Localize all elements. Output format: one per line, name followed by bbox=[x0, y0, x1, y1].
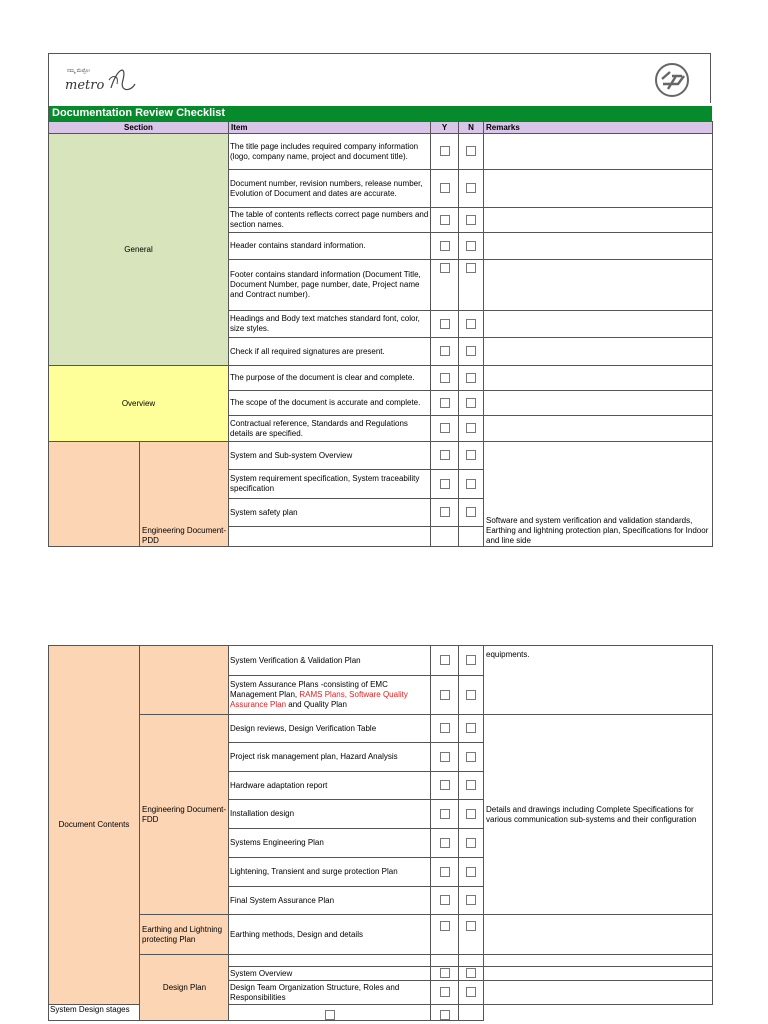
item-cell: System requirement specification, System traceability specification bbox=[229, 470, 431, 499]
logo-subtext: ನಮ್ಮ ಮೆಟ್ರೋ bbox=[67, 68, 90, 74]
item-cell: System Design stages bbox=[49, 1005, 140, 1021]
no-checkbox[interactable] bbox=[466, 146, 476, 156]
yes-checkbox[interactable] bbox=[440, 346, 450, 356]
remarks-cell[interactable] bbox=[484, 338, 713, 366]
no-checkbox[interactable] bbox=[466, 867, 476, 877]
table-row bbox=[49, 715, 713, 743]
item-cell: Footer contains standard information (Document Title, Document Number, page number, date, Project name and Contract number). bbox=[229, 260, 431, 311]
item-cell: Lightening, Transient and surge protection Plan bbox=[229, 858, 431, 887]
no-checkbox[interactable] bbox=[466, 319, 476, 329]
remarks-cell[interactable] bbox=[484, 170, 713, 208]
remarks-cell[interactable] bbox=[484, 311, 713, 338]
table-row bbox=[49, 442, 713, 470]
no-checkbox[interactable] bbox=[466, 723, 476, 733]
metro-logo bbox=[61, 58, 141, 102]
yes-checkbox[interactable] bbox=[440, 809, 450, 819]
yes-checkbox[interactable] bbox=[440, 752, 450, 762]
no-checkbox[interactable] bbox=[466, 780, 476, 790]
table-row bbox=[49, 915, 713, 955]
yes-checkbox[interactable] bbox=[440, 921, 450, 931]
table-row bbox=[49, 955, 713, 967]
no-checkbox[interactable] bbox=[466, 838, 476, 848]
highlighted-text: RAMS Plans, Software Quality Assurance Plan bbox=[230, 690, 408, 709]
remarks-cell[interactable] bbox=[484, 391, 713, 416]
no-checkbox[interactable] bbox=[466, 215, 476, 225]
table-row bbox=[49, 646, 713, 676]
no-checkbox[interactable] bbox=[466, 423, 476, 433]
yes-checkbox[interactable] bbox=[440, 479, 450, 489]
page-1 bbox=[48, 53, 711, 545]
item-cell: System safety plan bbox=[229, 499, 431, 527]
no-checkbox[interactable] bbox=[466, 373, 476, 383]
remarks-cell[interactable] bbox=[484, 915, 713, 955]
yes-checkbox[interactable] bbox=[440, 183, 450, 193]
remarks-cell[interactable] bbox=[484, 366, 713, 391]
metro-swirl-icon bbox=[61, 58, 141, 102]
item-cell: The purpose of the document is clear and complete. bbox=[229, 366, 431, 391]
table-row bbox=[49, 134, 713, 170]
no-checkbox[interactable] bbox=[440, 1010, 450, 1020]
yes-checkbox[interactable] bbox=[440, 780, 450, 790]
item-cell: Earthing methods, Design and details bbox=[229, 915, 431, 955]
item-cell: Systems Engineering Plan bbox=[229, 829, 431, 858]
table-header-row bbox=[49, 122, 713, 134]
no-checkbox[interactable] bbox=[466, 655, 476, 665]
remarks-cell[interactable] bbox=[484, 260, 713, 311]
item-cell: Project risk management plan, Hazard Analysis bbox=[229, 743, 431, 772]
no-checkbox[interactable] bbox=[466, 690, 476, 700]
no-checkbox[interactable] bbox=[466, 398, 476, 408]
yes-checkbox[interactable] bbox=[440, 507, 450, 517]
column-header-item: Item bbox=[229, 122, 431, 134]
subsection-engineering-fdd: Engineering Document- FDD bbox=[140, 715, 229, 915]
remarks-cell[interactable] bbox=[484, 416, 713, 442]
checklist-table-page-2 bbox=[48, 645, 713, 1021]
item-cell: Document number, revision numbers, release number, Evolution of Document and dates are accurate. bbox=[229, 170, 431, 208]
table-row bbox=[49, 366, 713, 391]
item-cell: System and Sub-system Overview bbox=[229, 442, 431, 470]
item-cell: Final System Assurance Plan bbox=[229, 887, 431, 915]
remarks-cell[interactable] bbox=[484, 208, 713, 233]
item-cell: System Assurance Plans -consisting of EMC Management Plan, RAMS Plans, Software Quality Assurance Plan and Quality Plan bbox=[229, 676, 431, 715]
no-checkbox[interactable] bbox=[466, 507, 476, 517]
item-cell: The table of contents reflects correct page numbers and section names. bbox=[229, 208, 431, 233]
no-checkbox[interactable] bbox=[466, 987, 476, 997]
no-checkbox[interactable] bbox=[466, 895, 476, 905]
item-cell: Hardware adaptation report bbox=[229, 772, 431, 800]
no-checkbox[interactable] bbox=[466, 968, 476, 978]
item-cell: Headings and Body text matches standard font, color, size styles. bbox=[229, 311, 431, 338]
item-cell: Design Team Organization Structure, Roles and Responsibilities bbox=[229, 981, 431, 1005]
item-cell: Check if all required signatures are present. bbox=[229, 338, 431, 366]
checklist-title: Documentation Review Checklist bbox=[52, 107, 225, 119]
yes-checkbox[interactable] bbox=[440, 723, 450, 733]
item-cell: The title page includes required company information (logo, company name, project and document title). bbox=[229, 134, 431, 170]
subsection-engineering-pdd-continued bbox=[140, 646, 229, 715]
remarks-pdd: Software and system verification and validation standards, Earthing and lightning protection plan, Specifications for Indoor and line side bbox=[484, 442, 713, 547]
subsection-engineering-pdd: Engineering Document- PDD bbox=[140, 442, 229, 547]
yes-checkbox[interactable] bbox=[440, 398, 450, 408]
remarks-cell[interactable] bbox=[484, 967, 713, 981]
yes-checkbox[interactable] bbox=[440, 895, 450, 905]
item-cell: The scope of the document is accurate and complete. bbox=[229, 391, 431, 416]
no-checkbox[interactable] bbox=[466, 450, 476, 460]
remarks-cell[interactable] bbox=[484, 233, 713, 260]
yes-checkbox[interactable] bbox=[440, 215, 450, 225]
no-checkbox[interactable] bbox=[466, 241, 476, 251]
remarks-fdd: Details and drawings including Complete Specifications for various communication sub-systems and their configuration bbox=[484, 715, 713, 915]
document-header bbox=[48, 53, 711, 106]
yes-checkbox[interactable] bbox=[440, 690, 450, 700]
item-cell: Header contains standard information. bbox=[229, 233, 431, 260]
yes-checkbox[interactable] bbox=[440, 867, 450, 877]
yes-checkbox[interactable] bbox=[440, 838, 450, 848]
yes-checkbox[interactable] bbox=[440, 987, 450, 997]
column-header-n: N bbox=[459, 122, 484, 134]
no-checkbox[interactable] bbox=[466, 479, 476, 489]
no-checkbox[interactable] bbox=[466, 346, 476, 356]
page-2 bbox=[48, 645, 711, 1024]
remarks-cell[interactable] bbox=[459, 1005, 484, 1021]
checklist-table-page-1 bbox=[48, 121, 713, 547]
yes-checkbox[interactable] bbox=[440, 423, 450, 433]
item-cell: System Overview bbox=[229, 967, 431, 981]
no-checkbox[interactable] bbox=[466, 921, 476, 931]
yes-checkbox[interactable] bbox=[325, 1010, 335, 1020]
yes-checkbox[interactable] bbox=[440, 655, 450, 665]
item-cell: System Verification & Validation Plan bbox=[229, 646, 431, 676]
no-checkbox[interactable] bbox=[466, 183, 476, 193]
section-document-contents-continued bbox=[49, 442, 140, 547]
remarks-cell[interactable] bbox=[484, 981, 713, 1005]
item-cell: Design reviews, Design Verification Table bbox=[229, 715, 431, 743]
no-checkbox[interactable] bbox=[466, 263, 476, 273]
no-checkbox[interactable] bbox=[466, 809, 476, 819]
subsection-design-plan: Design Plan bbox=[140, 955, 229, 1021]
logo-brand-text: metro bbox=[65, 78, 105, 93]
yes-checkbox[interactable] bbox=[440, 450, 450, 460]
yes-checkbox[interactable] bbox=[440, 373, 450, 383]
section-overview: Overview bbox=[49, 366, 229, 442]
yes-checkbox[interactable] bbox=[440, 241, 450, 251]
column-header-section: Section bbox=[49, 122, 229, 134]
subsection-earthing-plan: Earthing and Lightning protecting Plan bbox=[140, 915, 229, 955]
lt-logo-icon bbox=[654, 62, 690, 98]
yes-checkbox[interactable] bbox=[440, 146, 450, 156]
column-header-remarks: Remarks bbox=[484, 122, 713, 134]
remarks-pdd-continued: equipments. bbox=[484, 646, 713, 715]
yes-checkbox[interactable] bbox=[440, 319, 450, 329]
item-cell: Installation design bbox=[229, 800, 431, 829]
no-checkbox[interactable] bbox=[466, 752, 476, 762]
checklist-title-bar bbox=[48, 106, 712, 121]
section-document-contents: Document Contents bbox=[49, 646, 140, 1005]
section-general: General bbox=[49, 134, 229, 366]
remarks-cell[interactable] bbox=[484, 134, 713, 170]
yes-checkbox[interactable] bbox=[440, 263, 450, 273]
yes-checkbox[interactable] bbox=[440, 968, 450, 978]
column-header-y: Y bbox=[431, 122, 459, 134]
item-cell: Contractual reference, Standards and Regulations details are specified. bbox=[229, 416, 431, 442]
